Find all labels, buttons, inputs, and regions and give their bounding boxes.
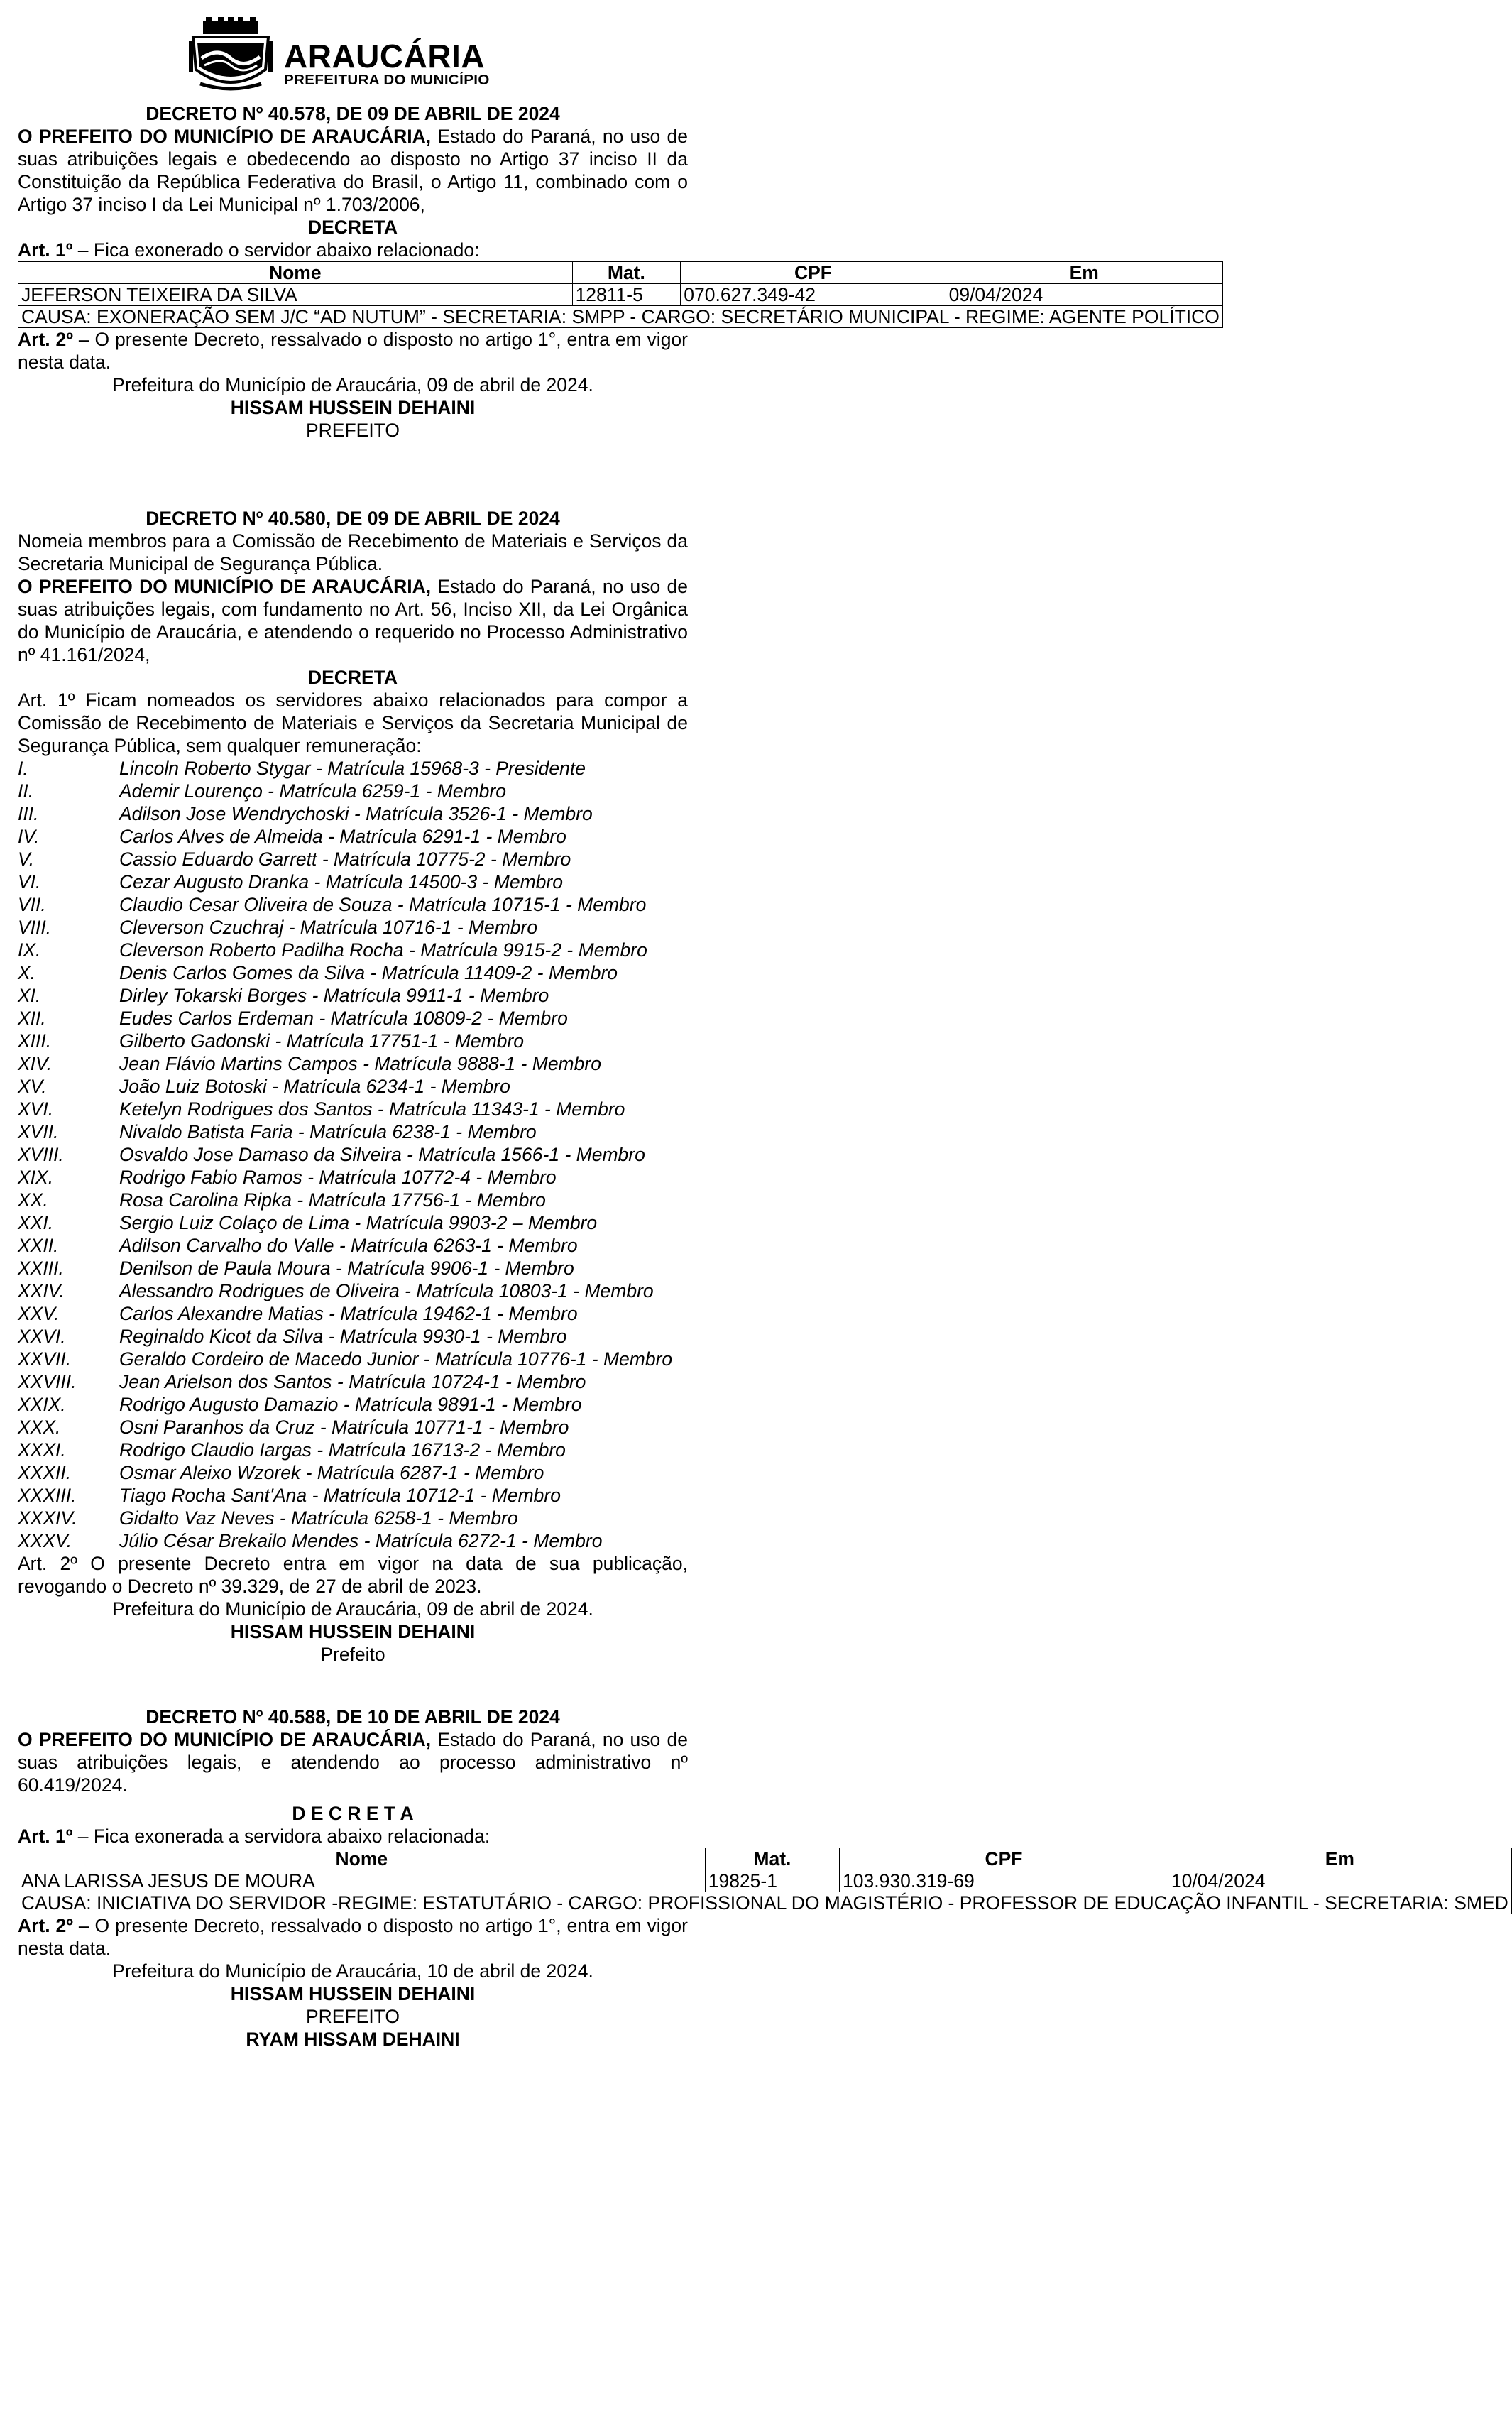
member-text: Denilson de Paula Moura - Matrícula 9906-1 - Membro bbox=[119, 1257, 574, 1279]
list-item bbox=[18, 1416, 688, 1439]
list-item bbox=[18, 1348, 688, 1370]
member-number: XIV. bbox=[18, 1053, 53, 1074]
member-number: XIII. bbox=[18, 1030, 52, 1052]
list-item bbox=[18, 939, 688, 961]
member-text: Cezar Augusto Dranka - Matrícula 14500-3 - Membro bbox=[119, 871, 563, 893]
col-cpf: CPF bbox=[840, 1848, 1168, 1870]
decree-summary: Nomeia membros para a Comissão de Recebimento de Materiais e Serviços da Secretaria Municipal de Segurança Pública. bbox=[18, 530, 688, 574]
members-list bbox=[18, 757, 688, 1552]
place-date: Prefeitura do Município de Araucária, 09 de abril de 2024. bbox=[112, 1598, 593, 1620]
cell-cpf: 103.930.319-69 bbox=[840, 1870, 1168, 1892]
member-text: Rosa Carolina Ripka - Matrícula 17756-1 - Membro bbox=[119, 1189, 546, 1211]
member-number: XXII. bbox=[18, 1235, 59, 1256]
municipal-crest-logo bbox=[186, 16, 275, 95]
list-item bbox=[18, 1052, 688, 1075]
cell-mat: 19825-1 bbox=[705, 1870, 839, 1892]
cell-cause: CAUSA: INICIATIVA DO SERVIDOR -REGIME: ESTATUTÁRIO - CARGO: PROFISSIONAL DO MAGISTÉRIO - PROFESSOR DE EDUCAÇÃO INFANTIL - SECRETARIA: SMED bbox=[18, 1892, 1512, 1914]
member-number: XVII. bbox=[18, 1121, 59, 1142]
col-em: Em bbox=[1168, 1848, 1511, 1870]
decreto-40578 bbox=[18, 102, 1220, 442]
article-1 bbox=[18, 1825, 688, 1848]
list-item bbox=[18, 1007, 688, 1030]
col-nome: Nome bbox=[18, 262, 573, 284]
list-item bbox=[18, 871, 688, 893]
col-nome: Nome bbox=[18, 1848, 706, 1870]
cell-mat: 12811-5 bbox=[572, 284, 681, 306]
article-2 bbox=[18, 1914, 688, 1960]
cell-em: 09/04/2024 bbox=[946, 284, 1222, 306]
member-number: VII. bbox=[18, 894, 46, 915]
member-number: II. bbox=[18, 780, 34, 802]
article-1 bbox=[18, 239, 688, 261]
signer-name: HISSAM HUSSEIN DEHAINI bbox=[230, 397, 476, 418]
member-number: XVI. bbox=[18, 1098, 54, 1120]
table-row bbox=[18, 284, 1223, 306]
place-date: Prefeitura do Município de Araucária, 10 de abril de 2024. bbox=[112, 1960, 593, 1982]
table-cause-row bbox=[18, 1892, 1512, 1914]
member-number: VIII. bbox=[18, 917, 52, 938]
list-item bbox=[18, 1370, 688, 1393]
list-item bbox=[18, 1484, 688, 1507]
list-item bbox=[18, 893, 688, 916]
decree-intro bbox=[18, 575, 688, 666]
col-cpf: CPF bbox=[681, 262, 946, 284]
member-number: XXXV. bbox=[18, 1530, 72, 1551]
brand-subtitle: PREFEITURA DO MUNICÍPIO bbox=[284, 72, 490, 88]
member-text: Rodrigo Claudio Iargas - Matrícula 16713-2 - Membro bbox=[119, 1439, 566, 1461]
list-item bbox=[18, 1393, 688, 1416]
member-number: XX. bbox=[18, 1189, 48, 1211]
decreto-40580 bbox=[18, 507, 688, 1666]
exoneration-table bbox=[18, 1848, 1512, 1914]
list-item bbox=[18, 1461, 688, 1484]
list-item bbox=[18, 757, 688, 780]
list-item bbox=[18, 916, 688, 939]
signer2-name: RYAM HISSAM DEHAINI bbox=[246, 2029, 460, 2050]
member-text: Gilberto Gadonski - Matrícula 17751-1 - Membro bbox=[119, 1030, 524, 1052]
list-item bbox=[18, 1120, 688, 1143]
list-item bbox=[18, 1279, 688, 1302]
member-number: XXVIII. bbox=[18, 1371, 77, 1392]
member-text: Dirley Tokarski Borges - Matrícula 9911-1 - Membro bbox=[119, 985, 549, 1006]
list-item bbox=[18, 1439, 688, 1461]
article-1: Art. 1º Ficam nomeados os servidores abaixo relacionados para compor a Comissão de Recebimento de Materiais e Serviços da Secretaria Municipal de Segurança Pública, sem qualquer remuneração: bbox=[18, 689, 688, 756]
table-cause-row bbox=[18, 306, 1223, 328]
member-number: III. bbox=[18, 803, 39, 824]
member-number: IX. bbox=[18, 939, 41, 961]
member-text: Reginaldo Kicot da Silva - Matrícula 9930-1 - Membro bbox=[119, 1326, 567, 1347]
table-header-row bbox=[18, 262, 1223, 284]
article-2 bbox=[18, 328, 688, 373]
exoneration-table bbox=[18, 261, 1223, 328]
member-text: Lincoln Roberto Stygar - Matrícula 15968-3 - Presidente bbox=[119, 758, 586, 779]
list-item bbox=[18, 1257, 688, 1279]
list-item bbox=[18, 848, 688, 871]
article-label: Art. 1º bbox=[18, 239, 73, 261]
intro-bold: O PREFEITO DO MUNICÍPIO DE ARAUCÁRIA, bbox=[18, 576, 432, 597]
signer-role: Prefeito bbox=[320, 1644, 385, 1665]
member-number: XXXIII. bbox=[18, 1485, 77, 1506]
member-text: Carlos Alves de Almeida - Matrícula 6291-1 - Membro bbox=[119, 826, 566, 847]
article-text: – O presente Decreto, ressalvado o disposto no artigo 1°, entra em vigor nesta data. bbox=[18, 329, 688, 373]
list-item bbox=[18, 1189, 688, 1211]
brand-block bbox=[284, 40, 490, 88]
intro-text: Estado do Paraná, no uso de suas atribuições legais, com fundamento no Art. 56, Inciso XII, da Lei Orgânica do Município de Araucária, e atendendo o requerido no Processo Administrativo nº 41.161/2024, bbox=[18, 576, 688, 665]
decreta-heading: DECRETA bbox=[307, 667, 398, 688]
intro-bold: O PREFEITO DO MUNICÍPIO DE ARAUCÁRIA, bbox=[18, 1729, 432, 1750]
table-row bbox=[18, 1870, 1512, 1892]
intro-text: Estado do Paraná, no uso de suas atribuições legais, e atendendo ao processo administrativo nº 60.419/2024. bbox=[18, 1729, 688, 1796]
member-number: XVIII. bbox=[18, 1144, 64, 1165]
member-number: XII. bbox=[18, 1008, 46, 1029]
list-item bbox=[18, 1234, 688, 1257]
list-item bbox=[18, 1143, 688, 1166]
decree-title: DECRETO Nº 40.578, DE 09 DE ABRIL DE 2024 bbox=[146, 103, 560, 124]
member-text: Ademir Lourenço - Matrícula 6259-1 - Membro bbox=[119, 780, 506, 802]
list-item bbox=[18, 1166, 688, 1189]
decree-intro bbox=[18, 1728, 688, 1796]
member-text: Rodrigo Augusto Damazio - Matrícula 9891-1 - Membro bbox=[119, 1394, 582, 1415]
list-item bbox=[18, 825, 688, 848]
list-item bbox=[18, 961, 688, 984]
decreto-40588 bbox=[18, 1706, 1508, 2051]
member-number: V. bbox=[18, 848, 35, 870]
list-item bbox=[18, 1507, 688, 1529]
col-em: Em bbox=[946, 262, 1222, 284]
member-text: Jean Arielson dos Santos - Matrícula 10724-1 - Membro bbox=[119, 1371, 586, 1392]
member-text: Rodrigo Fabio Ramos - Matrícula 10772-4 - Membro bbox=[119, 1167, 557, 1188]
list-item bbox=[18, 780, 688, 802]
decreta-heading: D E C R E T A bbox=[292, 1803, 414, 1824]
list-item bbox=[18, 1302, 688, 1325]
member-number: XXVI. bbox=[18, 1326, 66, 1347]
col-mat: Mat. bbox=[705, 1848, 839, 1870]
member-number: XXXI. bbox=[18, 1439, 66, 1461]
member-text: Osmar Aleixo Wzorek - Matrícula 6287-1 - Membro bbox=[119, 1462, 544, 1483]
member-number: XXXIV. bbox=[18, 1507, 77, 1529]
member-text: Denis Carlos Gomes da Silva - Matrícula 11409-2 - Membro bbox=[119, 962, 618, 983]
member-text: Eudes Carlos Erdeman - Matrícula 10809-2 - Membro bbox=[119, 1008, 568, 1029]
member-number: VI. bbox=[18, 871, 41, 893]
member-number: XXIV. bbox=[18, 1280, 65, 1301]
member-text: Carlos Alexandre Matias - Matrícula 19462-1 - Membro bbox=[119, 1303, 578, 1324]
member-number: XI. bbox=[18, 985, 41, 1006]
member-number: XXXII. bbox=[18, 1462, 72, 1483]
list-item bbox=[18, 1075, 688, 1098]
member-number: XXIX. bbox=[18, 1394, 66, 1415]
place-date: Prefeitura do Município de Araucária, 09 de abril de 2024. bbox=[112, 374, 593, 395]
col-mat: Mat. bbox=[572, 262, 681, 284]
article-text: – Fica exonerada a servidora abaixo relacionada: bbox=[72, 1826, 491, 1847]
decree-title: DECRETO Nº 40.588, DE 10 DE ABRIL DE 2024 bbox=[146, 1706, 560, 1728]
member-number: XXIII. bbox=[18, 1257, 64, 1279]
member-text: Jean Flávio Martins Campos - Matrícula 9888-1 - Membro bbox=[119, 1053, 601, 1074]
signer-role: PREFEITO bbox=[305, 420, 400, 441]
member-number: XV. bbox=[18, 1076, 47, 1097]
member-text: Ketelyn Rodrigues dos Santos - Matrícula 11343-1 - Membro bbox=[119, 1098, 625, 1120]
member-text: Sergio Luiz Colaço de Lima - Matrícula 9903-2 – Membro bbox=[119, 1212, 598, 1233]
member-text: João Luiz Botoski - Matrícula 6234-1 - Membro bbox=[119, 1076, 510, 1097]
member-number: XXX. bbox=[18, 1417, 61, 1438]
brand-name: ARAUCÁRIA bbox=[284, 38, 486, 75]
article-label: Art. 1º bbox=[18, 1826, 73, 1847]
member-text: Osvaldo Jose Damaso da Silveira - Matrícula 1566-1 - Membro bbox=[119, 1144, 645, 1165]
cell-cpf: 070.627.349-42 bbox=[681, 284, 946, 306]
page-header bbox=[18, 0, 688, 102]
member-text: Gidalto Vaz Neves - Matrícula 6258-1 - Membro bbox=[119, 1507, 518, 1529]
article-label: Art. 2º bbox=[18, 1915, 73, 1936]
signer-role: PREFEITO bbox=[305, 2006, 400, 2027]
article-label: Art. 2º bbox=[18, 329, 73, 350]
article-2: Art. 2º O presente Decreto entra em vigor na data de sua publicação, revogando o Decreto nº 39.329, de 27 de abril de 2023. bbox=[18, 1553, 688, 1597]
decree-title: DECRETO Nº 40.580, DE 09 DE ABRIL DE 2024 bbox=[146, 508, 560, 529]
decreta-heading: DECRETA bbox=[307, 217, 398, 238]
member-text: Cassio Eduardo Garrett - Matrícula 10775-2 - Membro bbox=[119, 848, 571, 870]
member-number: XXI. bbox=[18, 1212, 54, 1233]
article-text: – O presente Decreto, ressalvado o disposto no artigo 1°, entra em vigor nesta data. bbox=[18, 1915, 688, 1959]
member-number: XXV. bbox=[18, 1303, 60, 1324]
cell-nome: JEFERSON TEIXEIRA DA SILVA bbox=[18, 284, 573, 306]
intro-text: Estado do Paraná, no uso de suas atribuições legais e obedecendo ao disposto no Artigo 37 inciso II da Constituição da República Federativa do Brasil, o Artigo 11, combinado com o Artigo 37 inciso I da Lei Municipal nº 1.703/2006, bbox=[18, 126, 688, 215]
member-number: IV. bbox=[18, 826, 40, 847]
list-item bbox=[18, 802, 688, 825]
member-text: Claudio Cesar Oliveira de Souza - Matrícula 10715-1 - Membro bbox=[119, 894, 647, 915]
list-item bbox=[18, 1529, 688, 1552]
list-item bbox=[18, 1030, 688, 1052]
table-header-row bbox=[18, 1848, 1512, 1870]
signer-name: HISSAM HUSSEIN DEHAINI bbox=[230, 1983, 476, 2004]
list-item bbox=[18, 1211, 688, 1234]
member-text: Geraldo Cordeiro de Macedo Junior - Matrícula 10776-1 - Membro bbox=[119, 1348, 673, 1370]
member-text: Nivaldo Batista Faria - Matrícula 6238-1 - Membro bbox=[119, 1121, 537, 1142]
decree-intro bbox=[18, 125, 688, 216]
member-number: XXVII. bbox=[18, 1348, 72, 1370]
cell-cause: CAUSA: EXONERAÇÃO SEM J/C “AD NUTUM” - SECRETARIA: SMPP - CARGO: SECRETÁRIO MUNICIPAL - REGIME: AGENTE POLÍTICO bbox=[18, 306, 1223, 328]
member-text: Adilson Carvalho do Valle - Matrícula 6263-1 - Membro bbox=[119, 1235, 578, 1256]
member-number: I. bbox=[18, 758, 28, 779]
article-text: – Fica exonerado o servidor abaixo relacionado: bbox=[72, 239, 480, 261]
member-text: Alessandro Rodrigues de Oliveira - Matrícula 10803-1 - Membro bbox=[119, 1280, 654, 1301]
cell-nome: ANA LARISSA JESUS DE MOURA bbox=[18, 1870, 706, 1892]
intro-bold: O PREFEITO DO MUNICÍPIO DE ARAUCÁRIA, bbox=[18, 126, 432, 147]
member-number: X. bbox=[18, 962, 36, 983]
member-text: Cleverson Roberto Padilha Rocha - Matrícula 9915-2 - Membro bbox=[119, 939, 647, 961]
member-text: Osni Paranhos da Cruz - Matrícula 10771-1 - Membro bbox=[119, 1417, 569, 1438]
member-text: Júlio César Brekailo Mendes - Matrícula 6272-1 - Membro bbox=[119, 1530, 603, 1551]
signer-name: HISSAM HUSSEIN DEHAINI bbox=[230, 1621, 476, 1642]
cell-em: 10/04/2024 bbox=[1168, 1870, 1511, 1892]
member-number: XIX. bbox=[18, 1167, 54, 1188]
member-text: Cleverson Czuchraj - Matrícula 10716-1 - Membro bbox=[119, 917, 538, 938]
list-item bbox=[18, 984, 688, 1007]
list-item bbox=[18, 1325, 688, 1348]
member-text: Adilson Jose Wendrychoski - Matrícula 3526-1 - Membro bbox=[119, 803, 593, 824]
member-text: Tiago Rocha Sant'Ana - Matrícula 10712-1 - Membro bbox=[119, 1485, 561, 1506]
list-item bbox=[18, 1098, 688, 1120]
